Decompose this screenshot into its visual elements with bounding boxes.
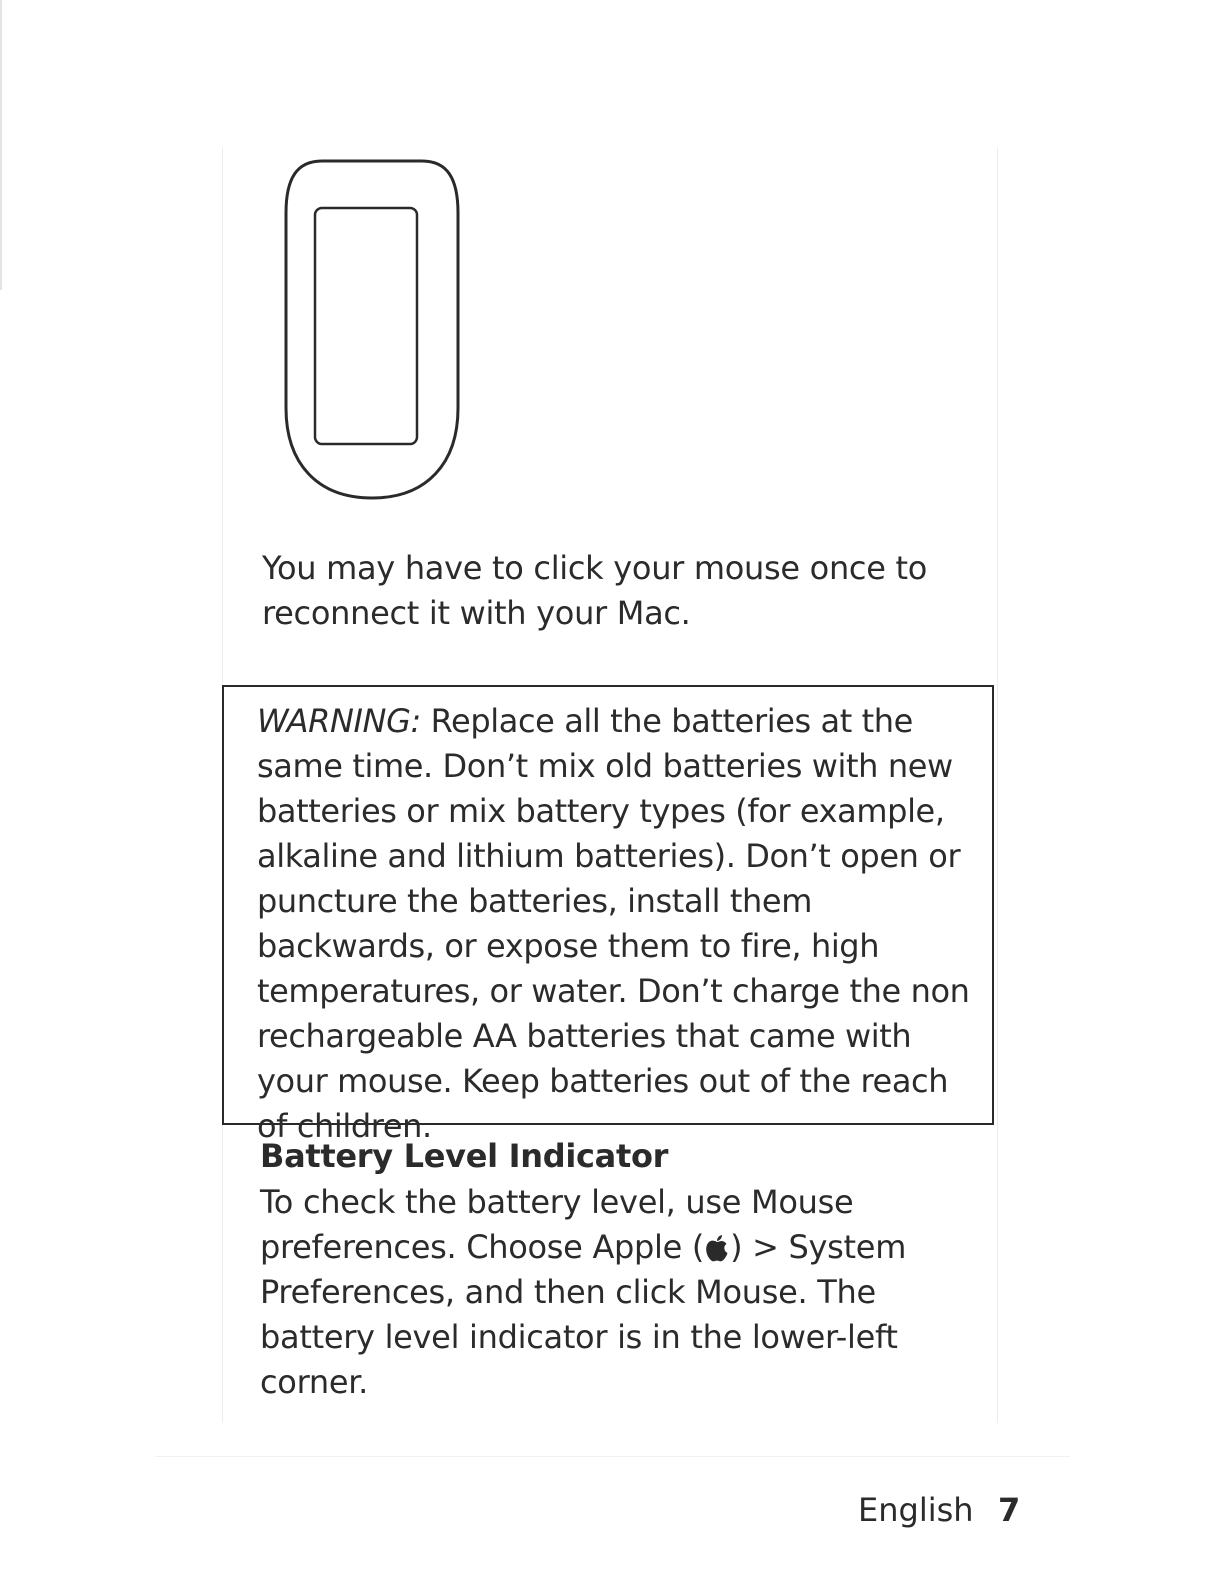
warning-label: WARNING: — [257, 702, 421, 740]
battery-level-paragraph — [260, 1180, 990, 1405]
page-edge — [0, 0, 2, 290]
warning-paragraph — [257, 699, 977, 1149]
page-number: 7 — [998, 1491, 1021, 1529]
mouse-top-view-icon — [282, 158, 462, 508]
battery-text-start: To check the battery level, use Mouse preferences. Choose Apple ( — [260, 1183, 854, 1266]
apple-logo-icon — [704, 1233, 730, 1263]
battery-level-heading: Battery Level Indicator — [260, 1137, 669, 1175]
footer-language: English — [858, 1491, 974, 1529]
intro-paragraph: You may have to click your mouse once to reconnect it with your Mac. — [262, 549, 928, 632]
bottom-rule — [155, 1456, 1070, 1457]
warning-box — [222, 685, 994, 1145]
battery-text-end: ) > System Preferences, and then click Mouse. The battery level indicator is in the lower-left corner. — [260, 1228, 907, 1401]
warning-body: Replace all the batteries at the same time. Don’t mix old batteries with new batteries or mix battery types (for example, alkaline and lithium batteries). Don’t open or puncture the batteries, install them backwards, or expose them to fire, high temperatures, or water. Don’t charge the non rechargeable AA batteries that came with your mouse. Keep batteries out of the reach of children. — [257, 702, 970, 1145]
column-rule-right — [997, 148, 998, 1423]
